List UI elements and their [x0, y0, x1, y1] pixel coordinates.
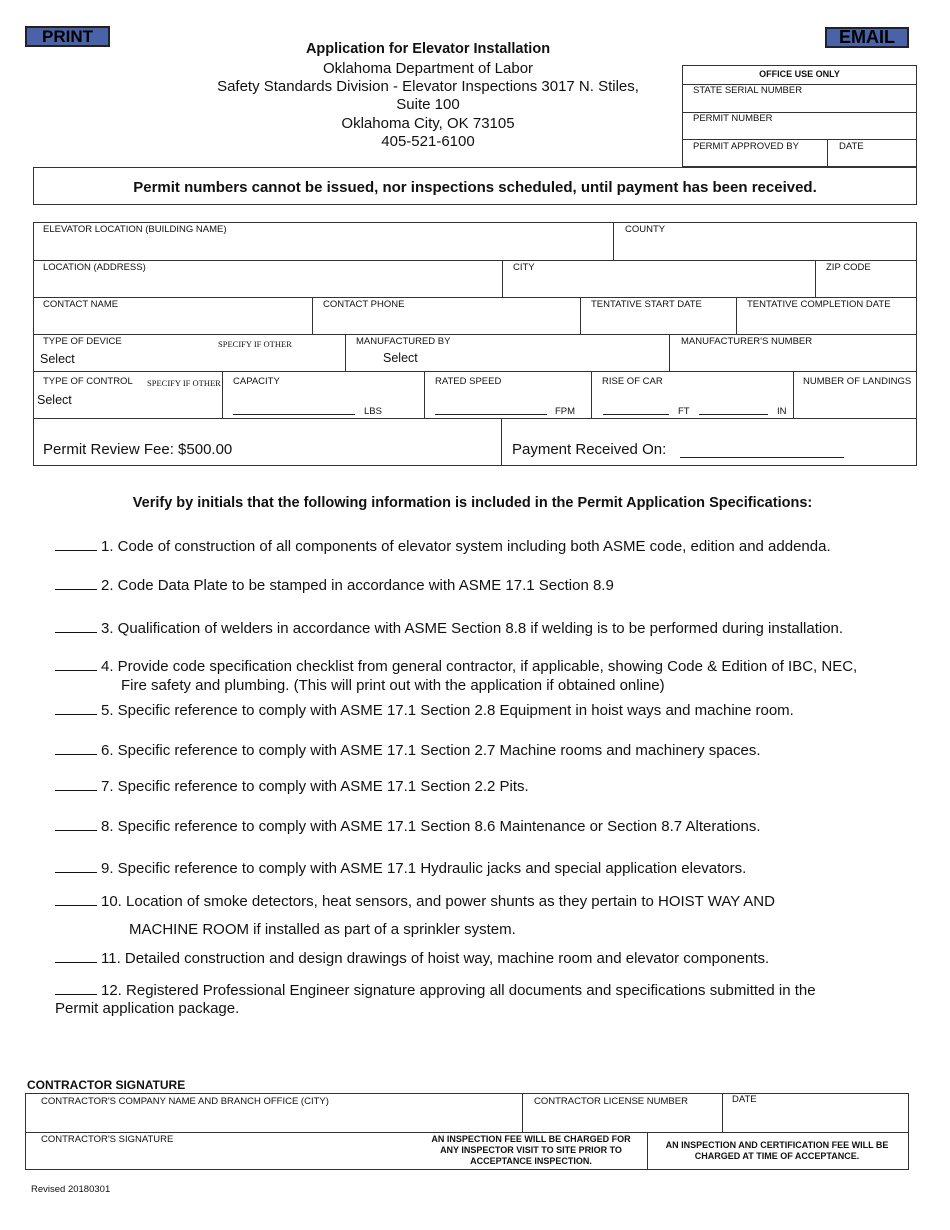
initials-blank-9[interactable]	[55, 859, 97, 873]
header-division: Safety Standards Division - Elevator Inspections 3017 N. Stiles,	[217, 78, 639, 95]
contractor-signature-heading: CONTRACTOR SIGNATURE	[27, 1078, 186, 1092]
fpm-unit: FPM	[555, 406, 576, 417]
checklist-item-7: 7. Specific reference to comply with ASME 17.1 Section 2.2 Pits.	[55, 777, 925, 796]
tentative-start-date-field[interactable]: TENTATIVE START DATE	[591, 299, 702, 310]
initials-blank-3[interactable]	[55, 619, 97, 633]
state-serial-number-field[interactable]: STATE SERIAL NUMBER	[693, 85, 803, 96]
manufactured-by-label: MANUFACTURED BY	[356, 336, 451, 347]
contact-name-field[interactable]: CONTACT NAME	[43, 299, 119, 310]
verify-heading: Verify by initials that the following information is included in the Permit Application Specifications:	[132, 495, 813, 511]
city-field[interactable]: CITY	[513, 262, 535, 273]
checklist-item-9: 9. Specific reference to comply with ASME 17.1 Hydraulic jacks and special application elevators.	[55, 859, 925, 878]
rated-speed-input[interactable]	[435, 414, 547, 415]
checklist-item-11: 11. Detailed construction and design drawings of hoist way, machine room and elevator components.	[55, 949, 925, 968]
location-address-field[interactable]: LOCATION (ADDRESS)	[43, 262, 146, 273]
rise-feet-input[interactable]	[603, 414, 669, 415]
permit-approved-by-field[interactable]: PERMIT APPROVED BY	[693, 141, 799, 152]
initials-blank-7[interactable]	[55, 777, 97, 791]
ft-unit: FT	[678, 406, 690, 417]
initials-blank-1[interactable]	[55, 537, 97, 551]
contractor-company-field[interactable]: CONTRACTOR'S COMPANY NAME AND BRANCH OFFICE (CITY)	[41, 1096, 329, 1107]
form-title: Application for Elevator Installation	[305, 41, 551, 57]
office-use-box	[682, 65, 917, 167]
rise-inches-input[interactable]	[699, 414, 768, 415]
checklist-item-4-continued: Fire safety and plumbing. (This will print out with the application if obtained online)	[121, 677, 665, 694]
type-of-control-label: TYPE OF CONTROL	[43, 376, 133, 387]
county-field[interactable]: COUNTY	[625, 224, 666, 235]
contractor-license-field[interactable]: CONTRACTOR LICENSE NUMBER	[534, 1096, 688, 1107]
rise-of-car-label: RISE OF CAR	[602, 376, 663, 387]
header-suite: Suite 100	[396, 96, 460, 113]
device-specify-if-other-label: SPECIFY IF OTHER	[218, 339, 292, 349]
revised-date: Revised 20180301	[31, 1184, 111, 1195]
initials-blank-10[interactable]	[55, 892, 97, 906]
initials-blank-8[interactable]	[55, 817, 97, 831]
checklist-item-5: 5. Specific reference to comply with ASME 17.1 Section 2.8 Equipment in hoist ways and machine room.	[55, 701, 925, 720]
checklist-item-4: 4. Provide code specification checklist from general contractor, if applicable, showing Code & Edition of IBC, NEC,	[55, 657, 925, 676]
header-phone: 405-521-6100	[381, 133, 475, 150]
capacity-label: CAPACITY	[233, 376, 280, 387]
checklist-item-12-continued: Permit application package.	[55, 1000, 240, 1017]
inspection-fee-note: AN INSPECTION FEE WILL BE CHARGED FOR ANY INSPECTOR VISIT TO SITE PRIOR TO ACCEPTANCE INSPECTION.	[431, 1134, 631, 1166]
tentative-completion-date-field[interactable]: TENTATIVE COMPLETION DATE	[747, 299, 891, 310]
contractor-signature-field[interactable]: CONTRACTOR'S SIGNATURE	[41, 1134, 174, 1145]
number-of-landings-field[interactable]: NUMBER OF LANDINGS	[803, 376, 912, 387]
manufactured-by-select[interactable]: Select	[383, 351, 418, 365]
control-specify-if-other-label: SPECIFY IF OTHER	[147, 378, 221, 388]
initials-blank-5[interactable]	[55, 701, 97, 715]
rated-speed-label: RATED SPEED	[435, 376, 502, 387]
contact-phone-field[interactable]: CONTACT PHONE	[323, 299, 405, 310]
office-use-title: OFFICE USE ONLY	[759, 69, 840, 79]
header-city: Oklahoma City, OK 73105	[341, 115, 515, 132]
capacity-input[interactable]	[233, 414, 355, 415]
print-button[interactable]: PRINT	[25, 26, 110, 47]
manufacturers-number-field[interactable]: MANUFACTURER'S NUMBER	[681, 336, 813, 347]
type-of-device-select[interactable]: Select	[40, 352, 75, 366]
checklist-item-8: 8. Specific reference to comply with ASME 17.1 Section 8.6 Maintenance or Section 8.7 Alterations.	[55, 817, 925, 836]
checklist-item-3: 3. Qualification of welders in accordance with ASME Section 8.8 if welding is to be performed during installation.	[55, 619, 925, 638]
checklist-item-10: 10. Location of smoke detectors, heat sensors, and power shunts as they pertain to HOIST WAY AND	[55, 892, 925, 911]
payment-notice	[33, 167, 917, 205]
payment-received-input[interactable]	[680, 457, 844, 458]
initials-blank-4[interactable]	[55, 657, 97, 671]
type-of-control-select[interactable]: Select	[37, 393, 72, 407]
office-date-field[interactable]: DATE	[839, 141, 864, 152]
checklist-item-1: 1. Code of construction of all components of elevator system including both ASME code, edition and addenda.	[55, 537, 925, 556]
initials-blank-2[interactable]	[55, 576, 97, 590]
initials-blank-12[interactable]	[55, 981, 97, 995]
in-unit: IN	[777, 406, 787, 417]
zip-code-field[interactable]: ZIP CODE	[826, 262, 871, 273]
checklist-item-2: 2. Code Data Plate to be stamped in accordance with ASME 17.1 Section 8.9	[55, 576, 925, 595]
email-button[interactable]: EMAIL	[825, 27, 909, 48]
certification-fee-note: AN INSPECTION AND CERTIFICATION FEE WILL BE CHARGED AT TIME OF ACCEPTANCE.	[665, 1140, 889, 1161]
lbs-unit: LBS	[364, 406, 382, 417]
initials-blank-6[interactable]	[55, 741, 97, 755]
type-of-device-label: TYPE OF DEVICE	[43, 336, 122, 347]
permit-number-field[interactable]: PERMIT NUMBER	[693, 113, 773, 124]
payment-notice-text: Permit numbers cannot be issued, nor inspections scheduled, until payment has been received.	[133, 179, 817, 196]
header-department: Oklahoma Department of Labor	[322, 60, 534, 77]
contractor-date-field[interactable]: DATE	[732, 1094, 757, 1105]
permit-review-fee: Permit Review Fee: $500.00	[43, 441, 233, 458]
elevator-location-field[interactable]: ELEVATOR LOCATION (BUILDING NAME)	[43, 224, 227, 235]
initials-blank-11[interactable]	[55, 949, 97, 963]
checklist-item-10-continued: MACHINE ROOM if installed as part of a sprinkler system.	[129, 921, 516, 938]
checklist-item-6: 6. Specific reference to comply with ASME 17.1 Section 2.7 Machine rooms and machinery spaces.	[55, 741, 925, 760]
payment-received-label: Payment Received On:	[512, 441, 667, 458]
checklist-item-12: 12. Registered Professional Engineer signature approving all documents and specifications submitted in the	[55, 981, 925, 1000]
